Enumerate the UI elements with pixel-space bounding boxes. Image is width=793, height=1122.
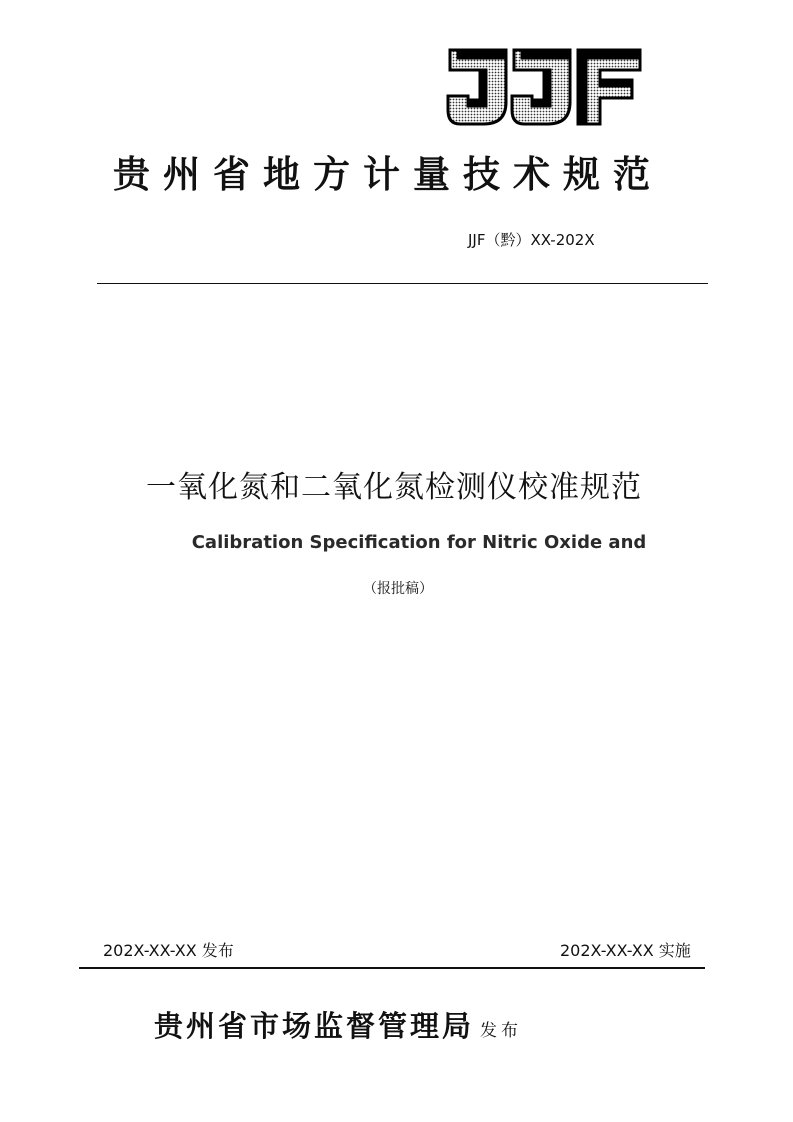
- header-divider: [97, 283, 708, 284]
- draft-status: （报批稿）: [363, 581, 433, 597]
- issuer-name: 贵州省市场监督管理局: [154, 1009, 475, 1043]
- issuer-block: [154, 1004, 522, 1045]
- document-title-english: Calibration Specification for Nitric Oxide and: [191, 532, 647, 553]
- issue-date: 202X-XX-XX 发布: [103, 941, 234, 960]
- standard-category: 贵州省地方计量技术规范: [113, 152, 663, 196]
- document-code: JJF（黔）XX-202X: [468, 231, 595, 249]
- footer-divider: [79, 967, 705, 969]
- implementation-date: 202X-XX-XX 实施: [560, 941, 691, 960]
- jjf-logo: [446, 44, 642, 128]
- issuer-suffix: 发布: [480, 1021, 523, 1041]
- document-title-chinese: 一氧化氮和二氧化氮检测仪校准规范: [146, 470, 642, 505]
